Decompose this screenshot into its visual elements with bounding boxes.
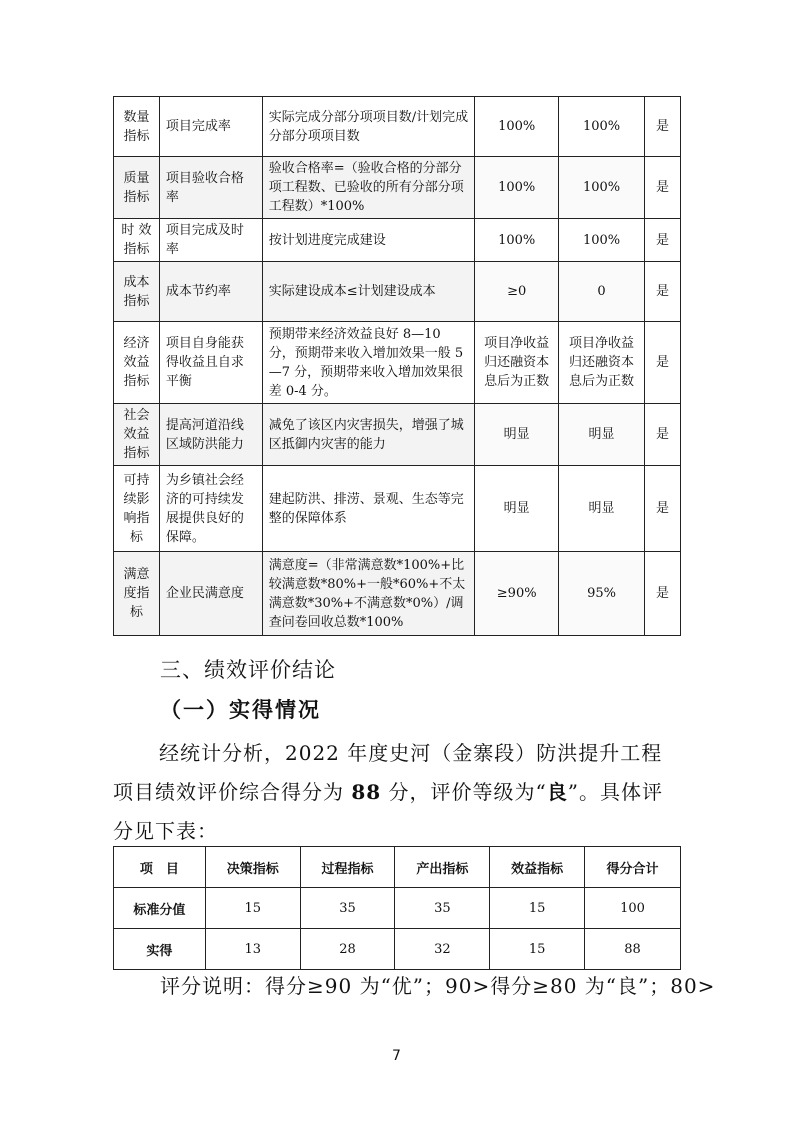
target-value: 100% (475, 219, 559, 262)
score-table-header (114, 847, 681, 888)
indicator-category: 成本 指标 (114, 262, 160, 322)
indicator-formula: 按计划进度完成建设 (262, 219, 475, 262)
actual-value: 95% (559, 552, 645, 636)
indicator-name: 项目自身能获得收益且自求平衡 (159, 322, 262, 404)
indicator-category: 数量 指标 (114, 97, 160, 157)
actual-value: 0 (559, 262, 645, 322)
table-row (114, 157, 681, 219)
indicator-formula: 预期带来经济效益良好 8—10 分，预期带来收入增加效果一般 5—7 分，预期带来收入增加效果很差 0-4 分。 (262, 322, 475, 404)
table-cell: 15 (205, 888, 300, 929)
table-cell: 35 (300, 888, 395, 929)
score-table (113, 846, 681, 970)
table-row (114, 322, 681, 404)
indicator-table-body (114, 97, 681, 636)
indicator-name: 项目完成率 (159, 97, 262, 157)
table-cell: 13 (205, 929, 300, 970)
actual-value: 明显 (559, 466, 645, 552)
result-paragraph (113, 734, 679, 851)
indicator-formula: 验收合格率=（验收合格的分部分项工程数、已验收的所有分部分项工程数）*100% (262, 157, 475, 219)
header-cell: 过程指标 (300, 847, 395, 888)
total-score: 88 (351, 780, 382, 804)
achieved-flag: 是 (645, 219, 681, 262)
achieved-flag: 是 (645, 262, 681, 322)
achieved-flag: 是 (645, 552, 681, 636)
table-row (114, 219, 681, 262)
target-value: 明显 (475, 404, 559, 466)
table-cell: 28 (300, 929, 395, 970)
table-cell: 32 (395, 929, 490, 970)
actual-value: 100% (559, 97, 645, 157)
table-row (114, 404, 681, 466)
indicator-formula: 满意度=（非常满意数*100%+比较满意数*80%+一般*60%+不太满意数*30%+不满意数*0%）/调查问卷回收总数*100% (262, 552, 475, 636)
indicator-category: 时 效 指标 (114, 219, 160, 262)
target-value: ≥0 (475, 262, 559, 322)
table-cell: 35 (395, 888, 490, 929)
table-cell: 15 (490, 929, 585, 970)
table-cell: 88 (585, 929, 681, 970)
indicator-category: 社会 效益 指标 (114, 404, 160, 466)
table-row (114, 929, 681, 970)
indicator-formula: 减免了该区内灾害损失，增强了城区抵御内灾害的能力 (262, 404, 475, 466)
row-label: 标准分值 (114, 888, 206, 929)
table-cell: 100 (585, 888, 681, 929)
indicator-name: 成本节约率 (159, 262, 262, 322)
indicator-name: 提高河道沿线区域防洪能力 (159, 404, 262, 466)
table-cell: 15 (490, 888, 585, 929)
row-label: 实得 (114, 929, 206, 970)
actual-value: 100% (559, 157, 645, 219)
indicator-name: 项目验收合格率 (159, 157, 262, 219)
header-cell: 效益指标 (490, 847, 585, 888)
achieved-flag: 是 (645, 466, 681, 552)
grade: 良 (546, 780, 568, 804)
target-value: 项目净收益归还融资本息后为正数 (475, 322, 559, 404)
actual-value: 明显 (559, 404, 645, 466)
achieved-flag: 是 (645, 404, 681, 466)
header-cell: 决策指标 (205, 847, 300, 888)
actual-value: 项目净收益归还融资本息后为正数 (559, 322, 645, 404)
indicator-name: 项目完成及时率 (159, 219, 262, 262)
header-cell: 项 目 (114, 847, 206, 888)
scoring-note: 评分说明：得分≥90 为“优”；90>得分≥80 为“良”；80> (160, 974, 716, 998)
indicator-category: 可持 续影 响指 标 (114, 466, 160, 552)
page-number: 7 (392, 1048, 401, 1064)
subsection-title: （一）实得情况 (160, 698, 321, 722)
achieved-flag: 是 (645, 157, 681, 219)
indicator-name: 企业民满意度 (159, 552, 262, 636)
paragraph-text-2: 分，评价等级为“ (381, 780, 547, 804)
indicator-formula: 实际完成分部分项项目数/计划完成分部分项项目数 (262, 97, 475, 157)
indicator-category: 满意 度指 标 (114, 552, 160, 636)
indicator-formula: 建起防洪、排涝、景观、生态等完整的保障体系 (262, 466, 475, 552)
indicator-category: 质量 指标 (114, 157, 160, 219)
table-row (114, 97, 681, 157)
achieved-flag: 是 (645, 97, 681, 157)
table-row (114, 552, 681, 636)
header-cell: 得分合计 (585, 847, 681, 888)
table-row (114, 262, 681, 322)
table-row (114, 888, 681, 929)
section-title: 三、绩效评价结论 (160, 658, 336, 682)
indicator-name: 为乡镇社会经济的可持续发展提供良好的保障。 (159, 466, 262, 552)
target-value: 100% (475, 97, 559, 157)
achieved-flag: 是 (645, 322, 681, 404)
target-value: 100% (475, 157, 559, 219)
indicator-table (113, 96, 681, 636)
indicator-category: 经济 效益 指标 (114, 322, 160, 404)
target-value: 明显 (475, 466, 559, 552)
paragraph-text-1: 经统计分析，2022 年度史河（金寨段）防洪提升工程项目绩效评价综合得分为 (113, 741, 663, 804)
actual-value: 100% (559, 219, 645, 262)
table-row (114, 466, 681, 552)
target-value: ≥90% (475, 552, 559, 636)
header-cell: 产出指标 (395, 847, 490, 888)
indicator-formula: 实际建设成本≤计划建设成本 (262, 262, 475, 322)
paragraph-text-3: ”。具体评分见下表： (113, 780, 664, 843)
